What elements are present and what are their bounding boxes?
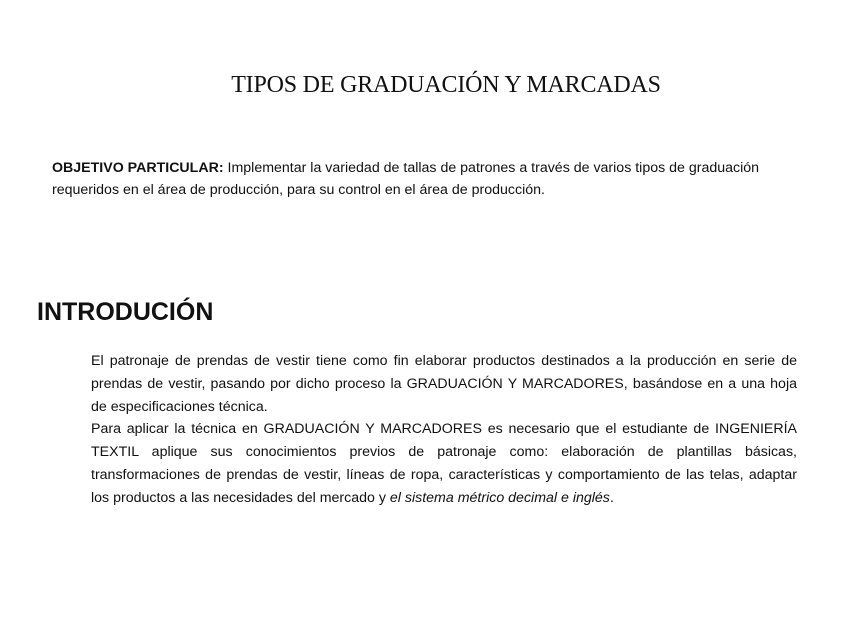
objective-label: OBJETIVO PARTICULAR:: [52, 160, 224, 176]
introduction-heading: INTRODUCIÓN: [37, 298, 214, 326]
introduction-paragraph-1: El patronaje de prendas de vestir tiene como fin elaborar productos destinados a la producción en serie de prendas de vestir, pasando por dicho proceso la GRADUACIÓN Y MARCADORES, basándose en a una hoja de especificaciones técnica.: [91, 353, 797, 415]
objective-paragraph: [52, 157, 812, 201]
introduction-paragraph-2-end: .: [609, 489, 614, 506]
introduction-body: [91, 350, 797, 510]
introduction-paragraph-2-italic: el sistema métrico decimal e inglés: [389, 489, 610, 506]
introduction-paragraph-2-text: Para aplicar la técnica en GRADUACIÓN Y MARCADORES es necesario que el estudiante de INGENIERÍA TEXTIL aplique sus conocimientos previos de patronaje como: elaboración de plantillas básicas, transformaciones de prendas de vestir, líneas de ropa, características y comportamiento de las telas, adaptar los productos a las necesidades del mercado y: [91, 421, 797, 506]
objective-text: Implementar la variedad de tallas de patrones a través de varios tipos de graduación requeridos en el área de producción, para su control en el área de producción.: [52, 160, 760, 198]
page-title: TIPOS DE GRADUACIÓN Y MARCADAS: [231, 72, 661, 98]
introduction-paragraph-2: [91, 418, 797, 509]
